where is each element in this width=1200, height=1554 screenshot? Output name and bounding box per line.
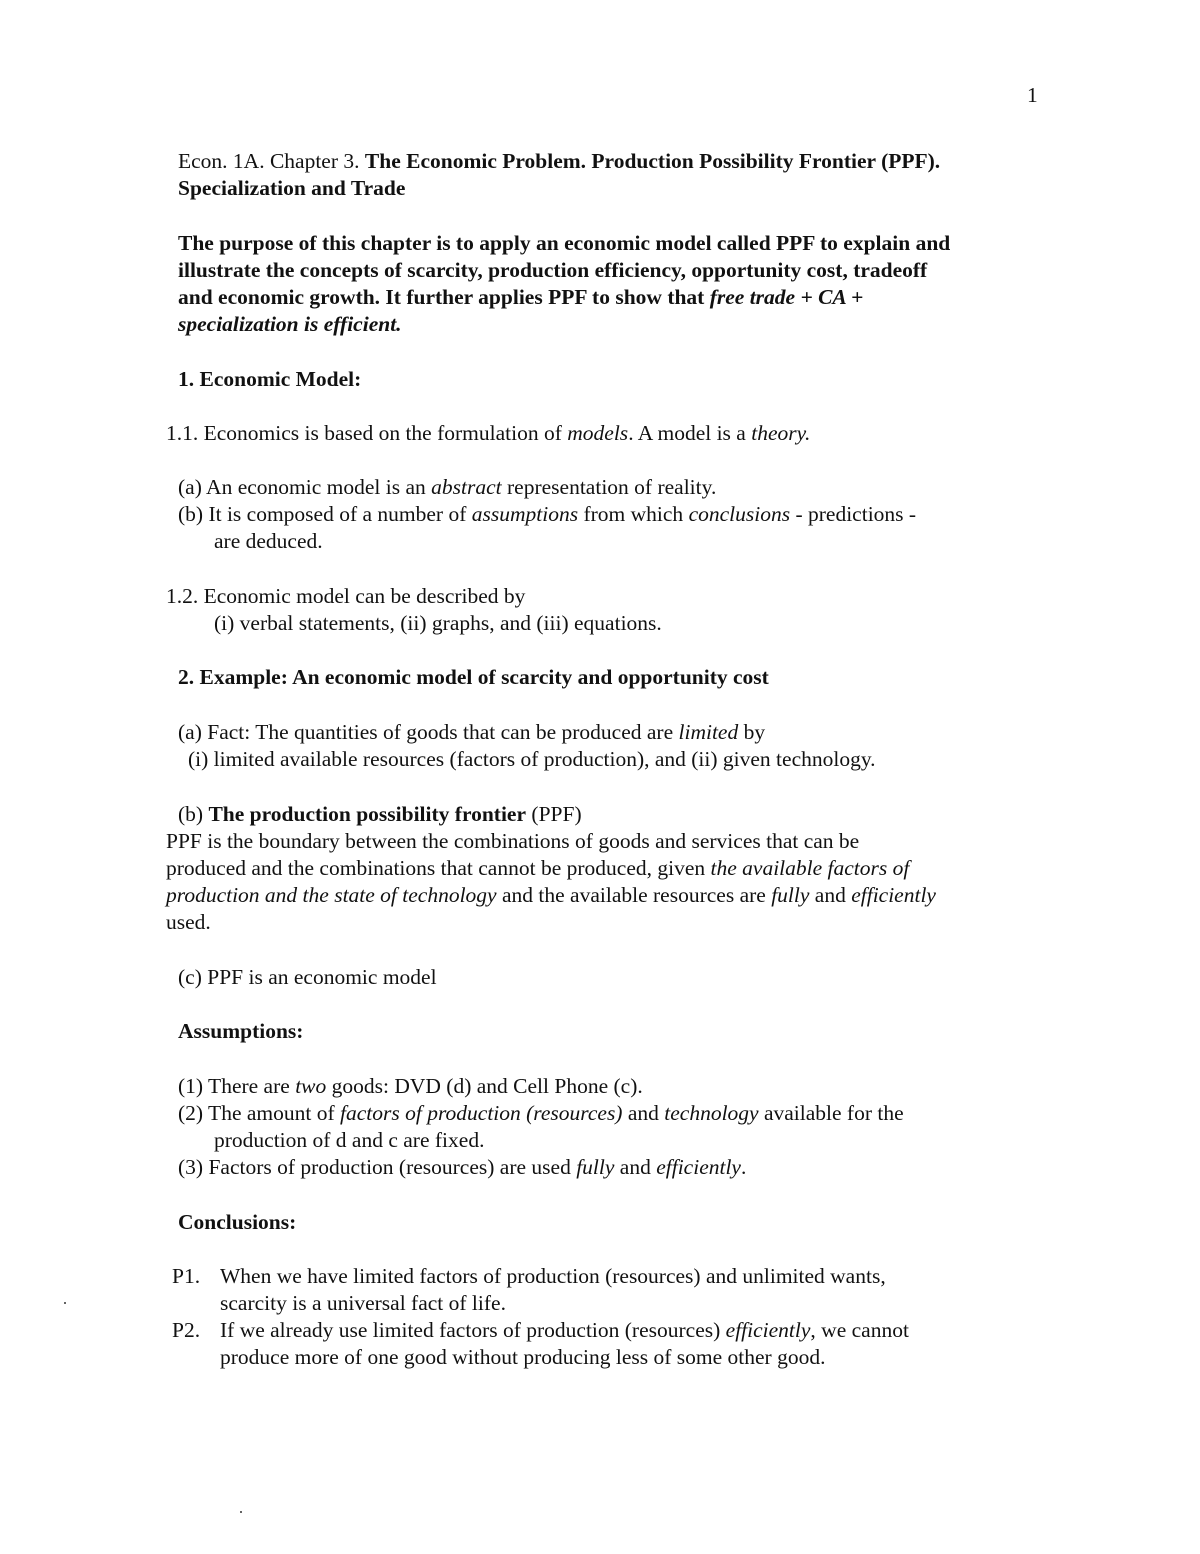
ppf-line-2-italic: the available factors of — [710, 856, 910, 880]
paragraph-1-2-line-1: 1.2. Economic model can be described by — [166, 584, 526, 608]
assumption-1-b: goods: DVD (d) and Cell Phone (c). — [326, 1074, 643, 1098]
assumption-3 — [178, 1154, 746, 1180]
assumption-2 — [178, 1100, 904, 1126]
conclusion-p2-efficiently: efficiently — [725, 1318, 811, 1342]
ppf-definition-line-4: used. — [166, 910, 211, 934]
item-1a-prefix: (a) An economic model is an — [178, 475, 432, 499]
page-number: 1 — [1027, 83, 1038, 107]
item-1b-prefix: (b) It is composed of a number of — [178, 502, 472, 526]
item-2b-heading — [178, 801, 582, 827]
document-title-line-2: Specialization and Trade — [178, 176, 406, 200]
item-1b — [178, 501, 916, 527]
item-1b-conclusions: conclusions — [688, 502, 791, 526]
assumption-2-and: and — [622, 1101, 665, 1125]
conclusion-p1-label: P1. — [172, 1264, 201, 1288]
assumption-2-line-2: production of d and c are fixed. — [214, 1128, 485, 1152]
assumption-3-a: (3) Factors of production (resources) are used — [178, 1155, 577, 1179]
item-1b-mid: from which — [578, 502, 689, 526]
ppf-line-3-italic: production and the state of technology — [166, 883, 497, 907]
conclusion-p2-line-2: produce more of one good without producing less of some other good. — [220, 1345, 826, 1369]
ppf-efficiently: efficiently — [851, 883, 936, 907]
assumption-1-two: two — [295, 1074, 327, 1098]
assumption-3-and: and — [614, 1155, 657, 1179]
ppf-line-3-text: and the available resources are — [496, 883, 772, 907]
section-2-heading: 2. Example: An economic model of scarcity and opportunity cost — [178, 665, 769, 689]
assumptions-heading: Assumptions: — [178, 1019, 304, 1043]
scan-speck — [64, 1302, 66, 1304]
ppf-line-2-text: produced and the combinations that cannot be produced, given — [166, 856, 711, 880]
item-2a — [178, 719, 765, 745]
item-2b-tail: (PPF) — [526, 802, 582, 826]
conclusion-p1-line-2: scarcity is a universal fact of life. — [220, 1291, 506, 1315]
purpose-line-3-text: and economic growth. It further applies PPF to show that — [178, 285, 710, 309]
item-1b-assumptions: assumptions — [471, 502, 579, 526]
p11-text-a: 1.1. Economics is based on the formulation of — [166, 421, 568, 445]
item-2a-suffix: by — [738, 720, 766, 744]
paragraph-1-2-line-2: (i) verbal statements, (ii) graphs, and (iii) equations. — [214, 611, 662, 635]
purpose-line-2: illustrate the concepts of scarcity, production efficiency, opportunity cost, tradeoff — [178, 258, 928, 282]
item-1b-line-2: are deduced. — [214, 529, 323, 553]
ppf-definition-line-1: PPF is the boundary between the combinations of goods and services that can be — [166, 829, 860, 853]
paragraph-1-1 — [166, 420, 810, 446]
ppf-fully: fully — [771, 883, 810, 907]
assumption-3-end: . — [740, 1155, 747, 1179]
item-2b-label: (b) — [178, 802, 209, 826]
title-course: Econ. 1A. Chapter 3. — [178, 149, 365, 173]
assumption-3-fully: fully — [576, 1155, 615, 1179]
item-2a-line-2: (i) limited available resources (factors of production), and (ii) given technology. — [188, 747, 876, 771]
conclusion-p2-b: , we cannot — [810, 1318, 909, 1342]
conclusions-heading: Conclusions: — [178, 1210, 297, 1234]
purpose-line-3 — [178, 284, 863, 310]
item-2c: (c) PPF is an economic model — [178, 965, 437, 989]
item-1b-suffix: - predictions - — [790, 502, 917, 526]
assumption-2-factors: factors of production (resources) — [340, 1101, 623, 1125]
assumption-2-b: available for the — [758, 1101, 904, 1125]
title-topic: The Economic Problem. Production Possibility Frontier (PPF). — [364, 149, 941, 173]
purpose-line-4: specialization is efficient. — [178, 312, 402, 336]
item-2a-prefix: (a) Fact: The quantities of goods that can be produced are — [178, 720, 679, 744]
assumption-2-a: (2) The amount of — [178, 1101, 341, 1125]
assumption-1 — [178, 1073, 643, 1099]
section-1-heading: 1. Economic Model: — [178, 367, 362, 391]
document-title-line-1 — [178, 148, 940, 174]
conclusion-p1-line-1: When we have limited factors of production (resources) and unlimited wants, — [220, 1264, 886, 1288]
purpose-line-3-italic: free trade + CA + — [709, 285, 864, 309]
item-1a — [178, 474, 716, 500]
ppf-definition-line-3 — [166, 882, 936, 908]
ppf-and: and — [809, 883, 852, 907]
p11-text-b: . A model is a — [628, 421, 752, 445]
p11-theory: theory. — [751, 421, 811, 445]
conclusion-p2-a: If we already use limited factors of production (resources) — [220, 1318, 726, 1342]
purpose-line-1: The purpose of this chapter is to apply an economic model called PPF to explain and — [178, 231, 951, 255]
item-2b-bold: The production possibility frontier — [208, 802, 527, 826]
item-1a-abstract: abstract — [431, 475, 502, 499]
assumption-1-a: (1) There are — [178, 1074, 296, 1098]
ppf-definition-line-2 — [166, 855, 909, 881]
item-2a-limited: limited — [678, 720, 739, 744]
conclusion-p2-label: P2. — [172, 1318, 201, 1342]
conclusion-p2-line-1 — [220, 1317, 909, 1343]
p11-models: models — [567, 421, 629, 445]
assumption-3-efficiently: efficiently — [656, 1155, 741, 1179]
scan-speck — [240, 1511, 242, 1513]
item-1a-suffix: representation of reality. — [501, 475, 717, 499]
assumption-2-technology: technology — [664, 1101, 759, 1125]
